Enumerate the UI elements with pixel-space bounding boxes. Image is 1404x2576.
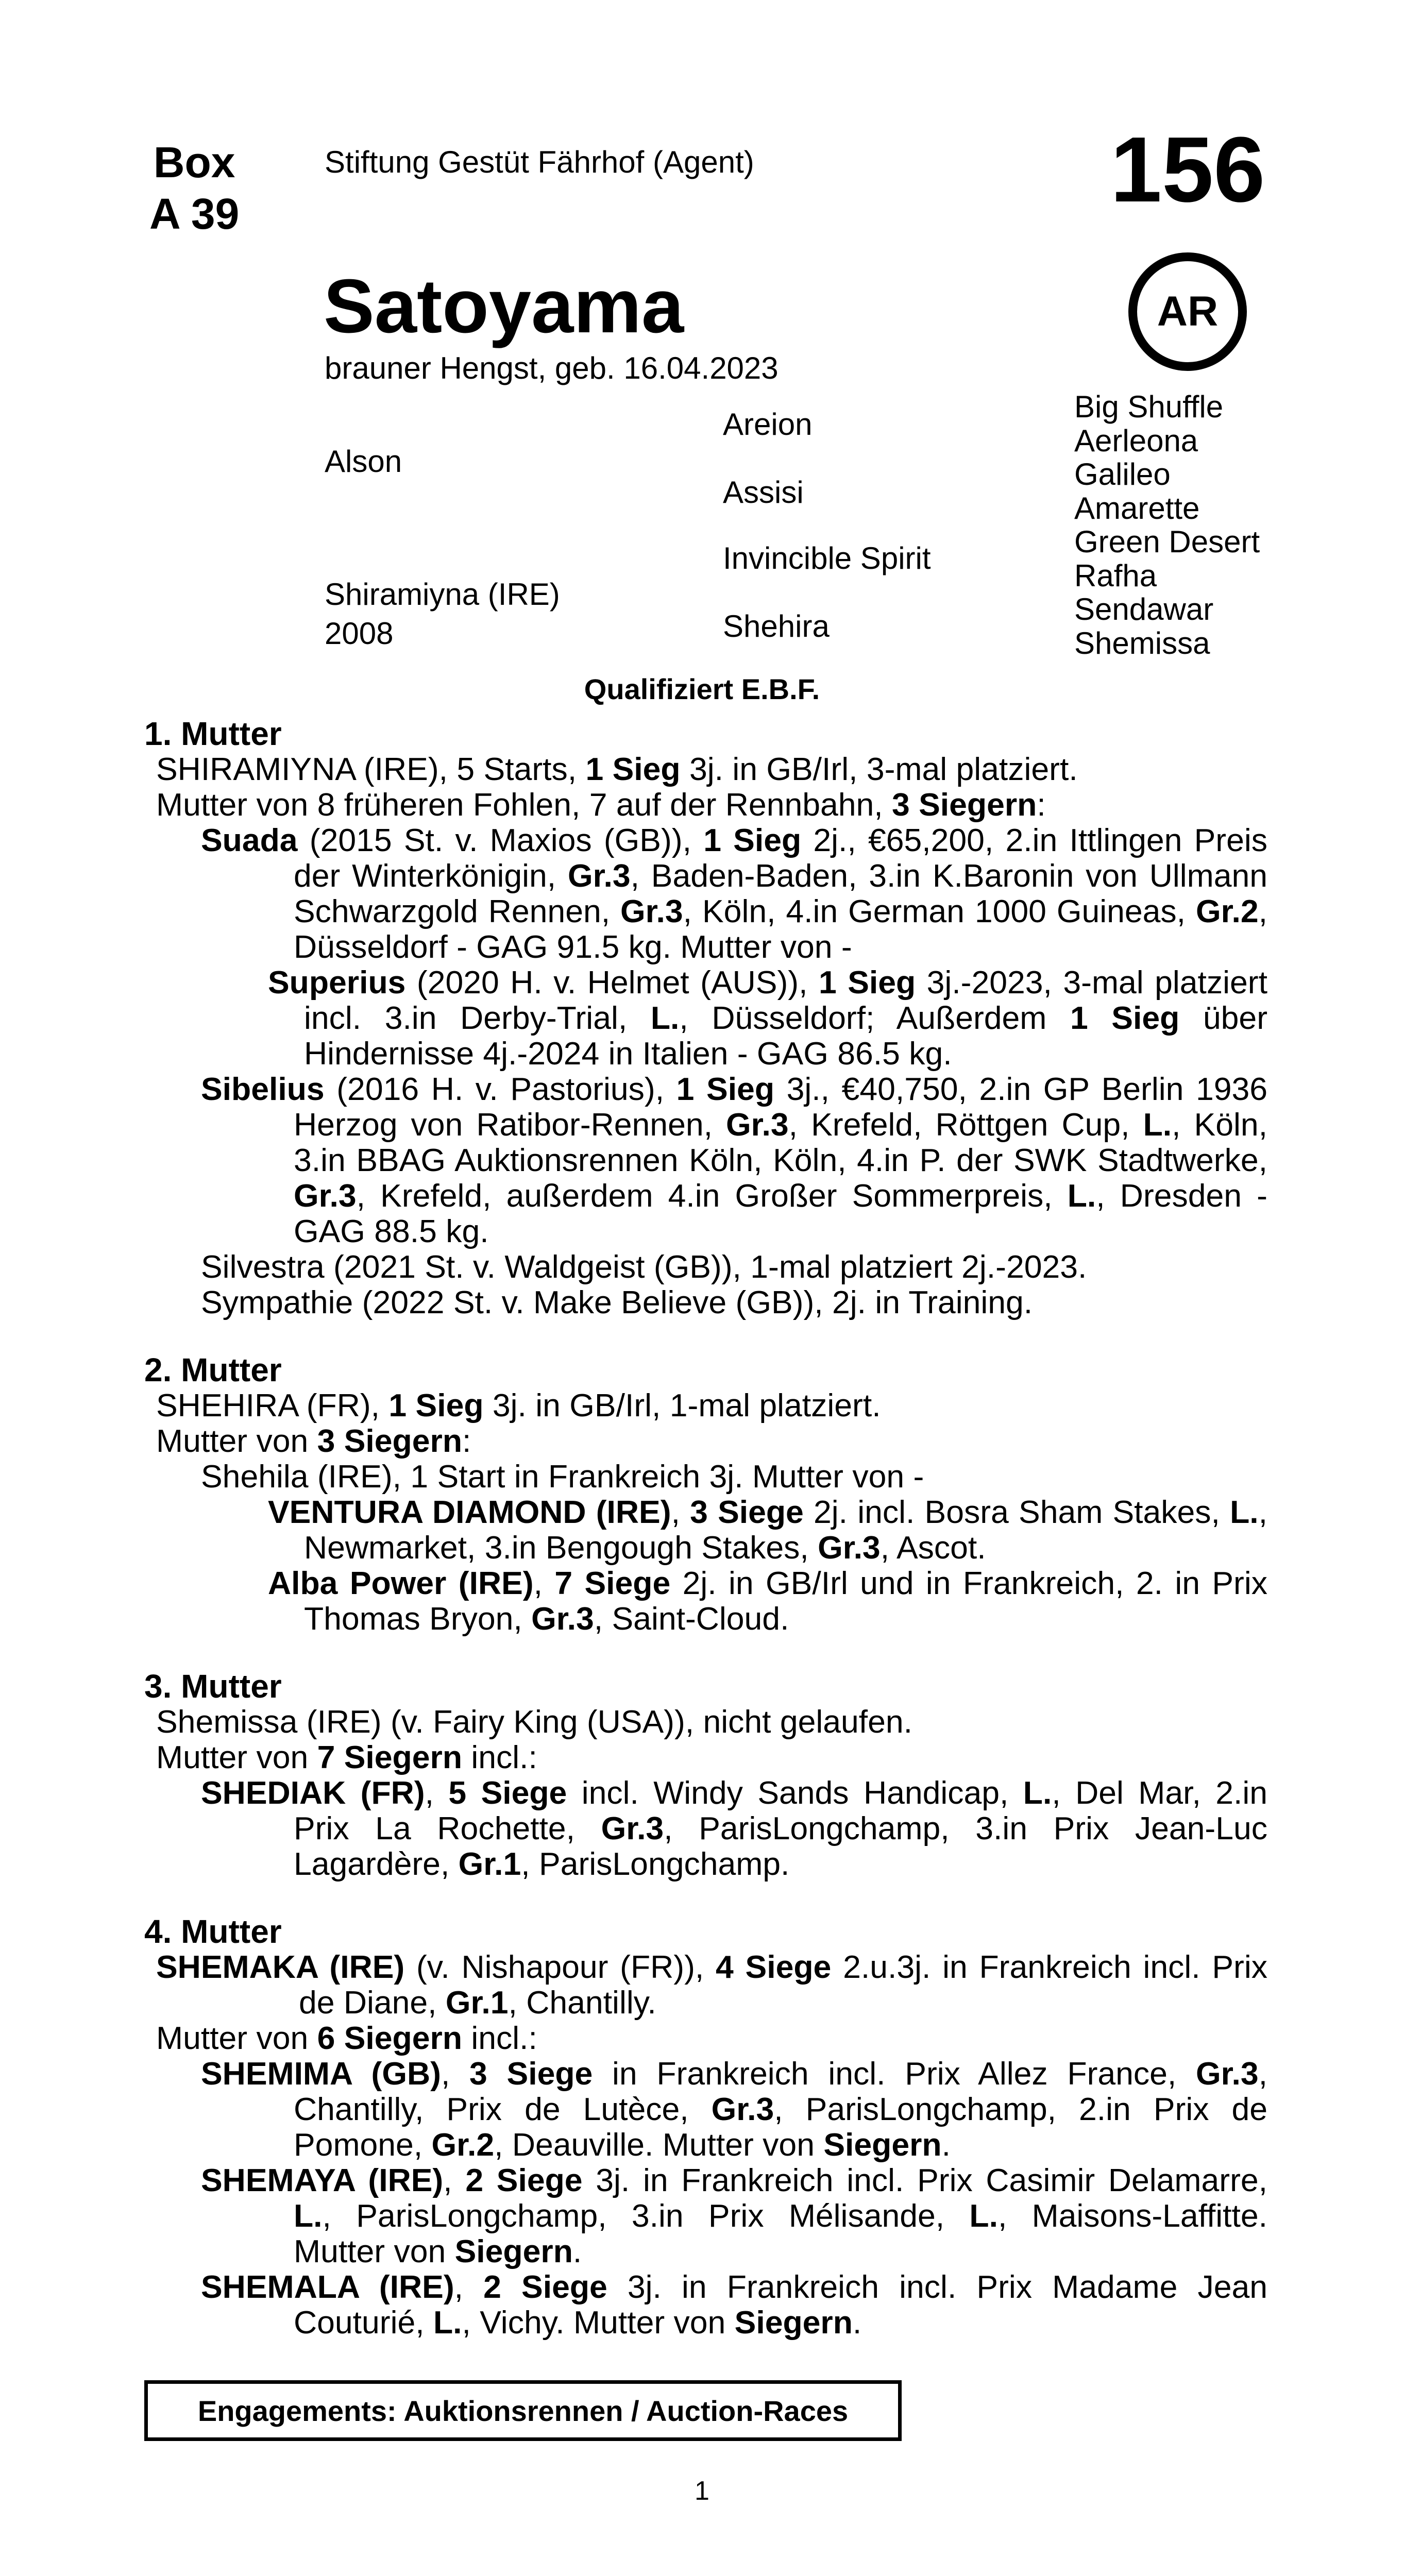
- pedigree-g3-item: Shemissa: [1074, 625, 1210, 660]
- pedigree-g3-item: Galileo: [1074, 457, 1171, 492]
- produce-summary: Mutter von 3 Siegern:: [156, 1423, 471, 1459]
- produce-entry: SHEMALA (IRE), 2 Siege 3j. in Frankreich incl. Prix Madame Jean Couturié, L., Vichy. Mutter von Siegern.: [201, 2269, 1268, 2341]
- pedigree-dam-sire: Invincible Spirit: [723, 541, 931, 575]
- page-number: 1: [695, 2476, 709, 2506]
- produce-entry: Silvestra (2021 St. v. Waldgeist (GB)), 1-mal platziert 2j.-2023.: [201, 1249, 1087, 1285]
- pedigree-third-generation: [1074, 390, 1260, 660]
- pedigree-sire: Alson: [325, 444, 402, 479]
- section-heading: 3. Mutter: [144, 1668, 282, 1705]
- dam-record: SHIRAMIYNA (IRE), 5 Starts, 1 Sieg 3j. in GB/Irl, 3-mal platziert.: [156, 751, 1078, 787]
- pedigree-dam-year: 2008: [325, 616, 394, 651]
- produce-entry: SHEMAYA (IRE), 2 Siege 3j. in Frankreich incl. Prix Casimir Delamarre, L., ParisLongchamp, 3.in Prix Mélisande, L., Maisons-Laffitte. Mutter von Siegern.: [201, 2162, 1268, 2269]
- section-heading: 1. Mutter: [144, 715, 282, 752]
- pedigree-g3-item: Big Shuffle: [1074, 389, 1224, 424]
- engagements-box: [144, 2380, 902, 2441]
- vendor: Stiftung Gestüt Fährhof (Agent): [325, 145, 754, 179]
- section-heading: 2. Mutter: [144, 1351, 282, 1388]
- produce-summary: Mutter von 6 Siegern incl.:: [156, 2020, 537, 2056]
- horse-name: Satoyama: [324, 264, 684, 349]
- produce-entry: Alba Power (IRE), 7 Siege 2j. in GB/Irl und in Frankreich, 2. in Prix Thomas Bryon, Gr.3, Saint-Cloud.: [268, 1565, 1268, 1637]
- pedigree-sire-dam: Assisi: [723, 475, 804, 510]
- produce-summary: Mutter von 8 früheren Fohlen, 7 auf der Rennbahn, 3 Siegern:: [156, 787, 1046, 823]
- dam-family: [144, 716, 1267, 2341]
- pedigree-g3-item: Rafha: [1074, 558, 1157, 593]
- produce-entry: VENTURA DIAMOND (IRE), 3 Siege 2j. incl. Bosra Sham Stakes, L., Newmarket, 3.in Bengough Stakes, Gr.3, Ascot.: [268, 1494, 1268, 1566]
- lot-number: 156: [1110, 118, 1265, 222]
- engagements-text: Engagements: Auktionsrennen / Auction-Races: [197, 2394, 849, 2427]
- produce-entry: Sympathie (2022 St. v. Make Believe (GB)), 2j. in Training.: [201, 1284, 1033, 1320]
- produce-entry: Superius (2020 H. v. Helmet (AUS)), 1 Sieg 3j.-2023, 3-mal platziert incl. 3.in Derby-Trial, L., Düsseldorf; Außerdem 1 Sieg über Hindernisse 4j.-2024 in Italien - GAG 86.5 kg.: [268, 964, 1268, 1072]
- dam-record: SHEHIRA (FR), 1 Sieg 3j. in GB/Irl, 1-mal platziert.: [156, 1387, 881, 1423]
- box-label: [149, 137, 239, 240]
- ar-badge-icon: [1128, 252, 1247, 371]
- box-label-line1: Box: [153, 138, 235, 187]
- produce-entry: SHEMIMA (GB), 3 Siege in Frankreich incl. Prix Allez France, Gr.3, Chantilly, Prix de Lutèce, Gr.3, ParisLongchamp, 2.in Prix de Pomone, Gr.2, Deauville. Mutter von Siegern.: [201, 2056, 1268, 2163]
- dam-record: Shemissa (IRE) (v. Fairy King (USA)), nicht gelaufen.: [156, 1704, 913, 1740]
- box-label-line2: A 39: [149, 190, 240, 238]
- pedigree-dam-dam: Shehira: [723, 609, 830, 643]
- pedigree-dam: Shiramiyna (IRE): [325, 577, 560, 612]
- qualification: Qualifiziert E.B.F.: [584, 673, 820, 705]
- produce-entry: Shehila (IRE), 1 Start in Frankreich 3j. Mutter von -: [201, 1459, 924, 1495]
- pedigree-g3-item: Sendawar: [1074, 592, 1214, 626]
- horse-description: brauner Hengst, geb. 16.04.2023: [325, 351, 779, 385]
- section-heading: 4. Mutter: [144, 1913, 282, 1950]
- pedigree-g3-item: Aerleona: [1074, 423, 1198, 458]
- dam-record: SHEMAKA (IRE) (v. Nishapour (FR)), 4 Siege 2.u.3j. in Frankreich incl. Prix de Diane, Gr.1, Chantilly.: [156, 1949, 1267, 2021]
- produce-entry: SHEDIAK (FR), 5 Siege incl. Windy Sands Handicap, L., Del Mar, 2.in Prix La Rochette, Gr.3, ParisLongchamp, 3.in Prix Jean-Luc Lagardère, Gr.1, ParisLongchamp.: [201, 1775, 1268, 1882]
- pedigree-g3-item: Green Desert: [1074, 524, 1260, 559]
- ar-badge-text: AR: [1157, 288, 1219, 335]
- produce-summary: Mutter von 7 Siegern incl.:: [156, 1739, 537, 1775]
- pedigree-g3-item: Amarette: [1074, 490, 1200, 526]
- pedigree-sire-sire: Areion: [723, 407, 813, 442]
- produce-entry: Suada (2015 St. v. Maxios (GB)), 1 Sieg 2j., €65,200, 2.in Ittlingen Preis der Winterkönigin, Gr.3, Baden-Baden, 3.in K.Baronin von Ullmann Schwarzgold Rennen, Gr.3, Köln, 4.in German 1000 Guineas, Gr.2, Düsseldorf - GAG 91.5 kg. Mutter von -: [201, 822, 1267, 965]
- produce-entry: Sibelius (2016 H. v. Pastorius), 1 Sieg 3j., €40,750, 2.in GP Berlin 1936 Herzog von Ratibor-Rennen, Gr.3, Krefeld, Röttgen Cup, L., Köln, 3.in BBAG Auktionsrennen Köln, Köln, 4.in P. der SWK Stadtwerke, Gr.3, Krefeld, außerdem 4.in Großer Sommerpreis, L., Dresden - GAG 88.5 kg.: [201, 1071, 1267, 1249]
